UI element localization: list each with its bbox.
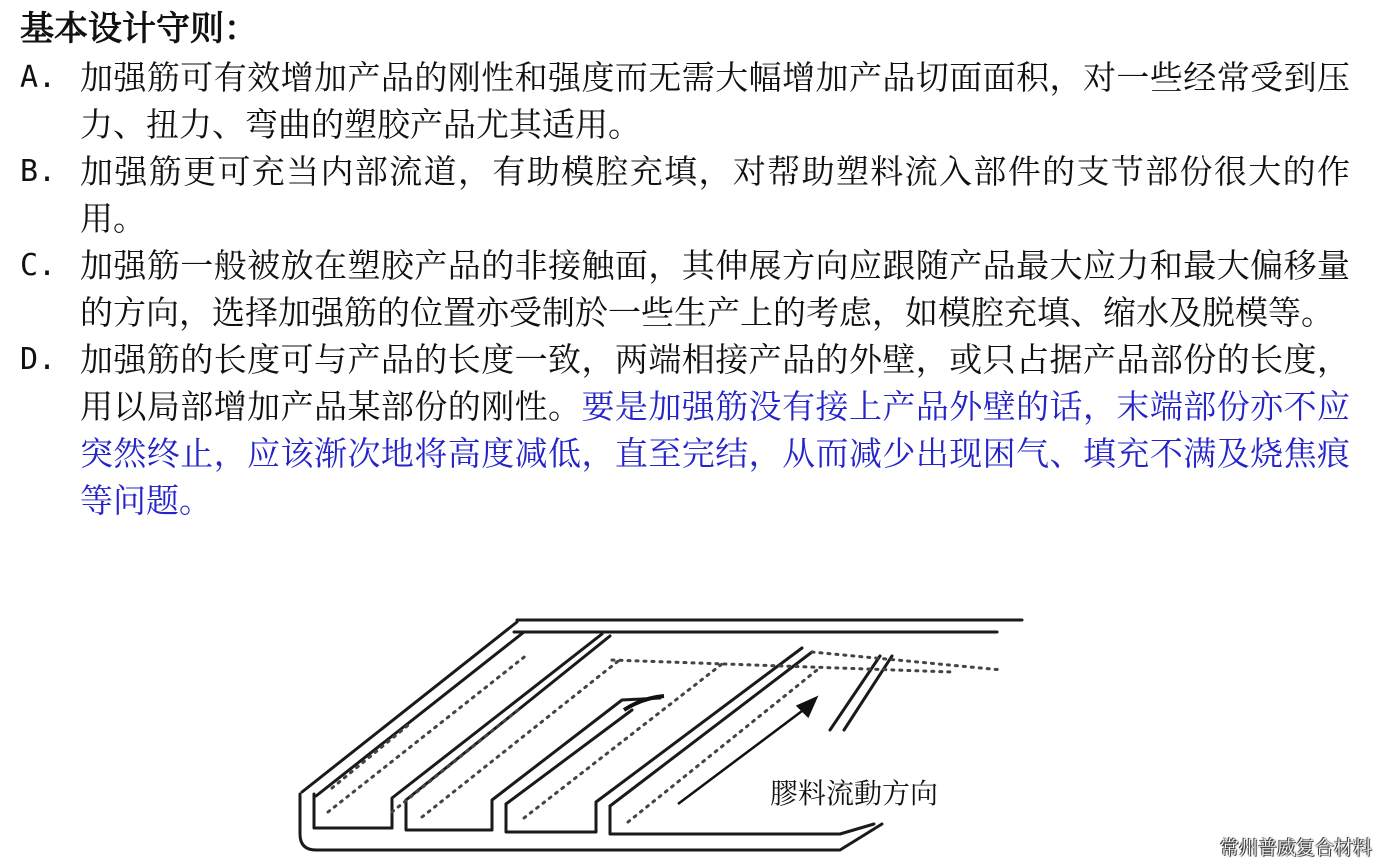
rule-text: 加强筋更可充当内部流道，有助模腔充填，对帮助塑料流入部件的支节部份很大的作用。 xyxy=(80,152,1350,238)
rule-d xyxy=(20,336,1350,524)
rib-2 xyxy=(406,698,660,830)
rib-3 xyxy=(506,648,812,832)
rule-marker: B. xyxy=(20,154,57,189)
heading: 基本设计守则： xyxy=(20,9,258,49)
rib-flow-figure xyxy=(292,612,1042,862)
flow-direction-label: 膠料流動方向 xyxy=(770,777,939,810)
rule-text: 加强筋一般被放在塑胶产品的非接触面，其伸展方向应跟随产品最大应力和最大偏移量的方向，选择加强筋的位置亦受制於一些生产上的考虑，如模腔充填、缩水及脱模等。 xyxy=(80,246,1350,332)
rule-b xyxy=(20,148,1350,242)
rule-marker: A. xyxy=(20,60,57,95)
rib-diagram xyxy=(292,612,1042,862)
rule-text: 加强筋可有效增加产品的刚性和强度而无需大幅增加产品切面面积，对一些经常受到压力、扭力、弯曲的塑胶产品尤其适用。 xyxy=(80,58,1350,144)
highlighted-text: 要是加强筋没有接上产品外壁的话，末端部份亦不应突然终止，应该渐次地将高度减低，直至完结，从而减少出现困气、填充不满及烧焦痕等问题。 xyxy=(80,387,1351,520)
rule-c xyxy=(20,242,1350,336)
base-top xyxy=(314,794,392,828)
rules-list xyxy=(20,54,1350,524)
rule-marker: C. xyxy=(20,248,57,283)
rule-text: 加强筋的长度可与产品的长度一致，两端相接产品的外壁，或只占据产品部份的长度，用以局部增加产品某部份的刚性。要是加强筋没有接上产品外壁的话，末端部份亦不应突然终止，应该渐次地将高度减低，直至完结，从而减少出现困气、填充不满及烧焦痕等问题。 xyxy=(80,340,1351,520)
rule-a xyxy=(20,54,1350,148)
watermark: 常州普威复合材料 xyxy=(1219,837,1372,859)
rule-marker: D. xyxy=(20,342,57,377)
